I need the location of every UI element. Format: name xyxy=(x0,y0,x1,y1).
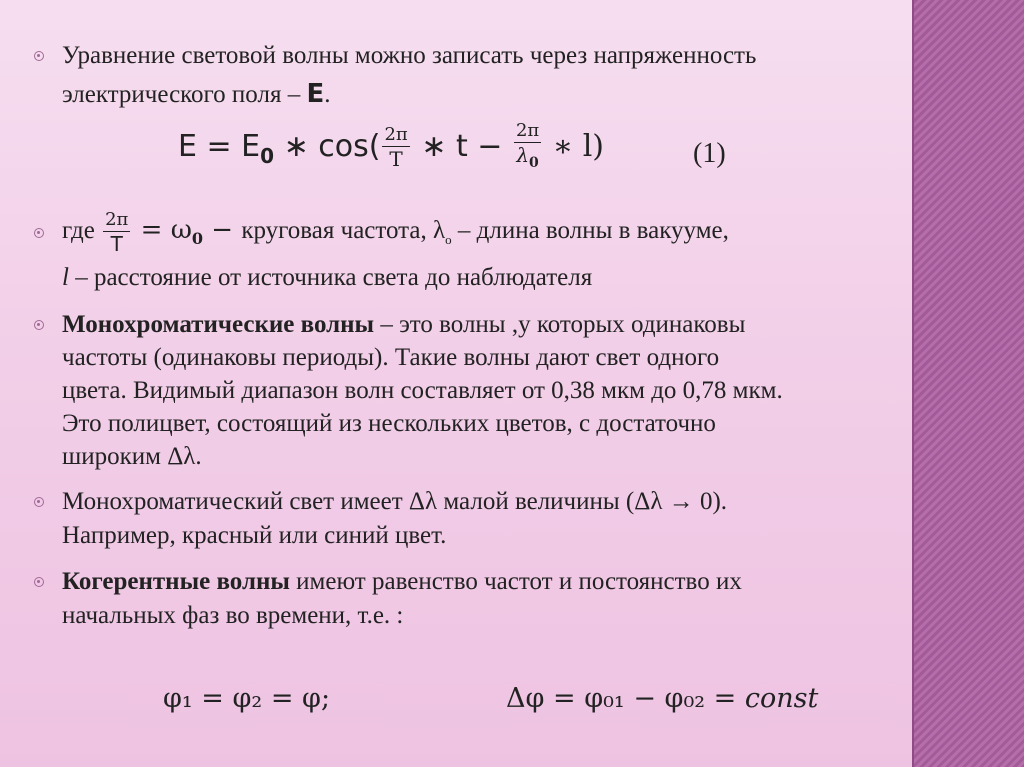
paragraph-1-line-1: Уравнение световой волны можно записать через напряженность xyxy=(62,42,757,69)
paragraph-4-line-2: Например, красный или синий цвет. xyxy=(62,522,447,549)
decorative-sidebar xyxy=(914,0,1024,767)
bullet-icon xyxy=(34,497,44,507)
paragraph-4-line-1: Монохроматический свет имеет Δλ малой величины (Δλ → 0). xyxy=(62,488,728,515)
bullet-icon xyxy=(34,51,44,61)
paragraph-2-line-1: где $\frac{2\pi}{T}$ = $\omega_0$ − круговая частота, $\lambda_o$ – длина волны в вакууме, xyxy=(62,208,729,256)
paragraph-3-line-1: Монохроматические волны – это волны ,у которых одинаковы xyxy=(62,311,746,338)
equation-2-left: φ₁ = φ₂ = φ; xyxy=(163,683,331,714)
bullet-icon xyxy=(34,577,44,587)
paragraph-3-line-4: Это полицвет, состоящий из нескольких цветов, с достаточно xyxy=(62,410,716,437)
paragraph-1-line-2: электрического поля – E. xyxy=(62,79,331,109)
paragraph-3-line-5: широким Δλ. xyxy=(62,443,202,470)
paragraph-3-line-3: цвета. Видимый диапазон волн составляет от 0,38 мкм до 0,78 мкм. xyxy=(62,377,783,404)
equation-1: $E = E_0$ ∗ cos( $\frac{2\pi}{T}$ ∗ t − $\frac{2\pi}{\lambda_0}$ ∗ l) xyxy=(178,120,604,175)
paragraph-5-line-2: начальных фаз во времени, т.е. : xyxy=(62,602,404,629)
bullet-icon xyxy=(34,228,44,238)
paragraph-3-line-2: частоты (одинаковы периоды). Такие волны дают свет одного xyxy=(62,344,720,371)
equation-1-number: (1) xyxy=(693,138,726,169)
paragraph-5-line-1: Когерентные волны имеют равенство частот и постоянство их xyxy=(62,568,742,595)
bullet-icon xyxy=(34,320,44,330)
equation-2-right: Δφ = φ₀₁ − φ₀₂ = const xyxy=(506,683,819,714)
paragraph-2-line-2: l – расстояние от источника света до наблюдателя xyxy=(62,264,593,291)
